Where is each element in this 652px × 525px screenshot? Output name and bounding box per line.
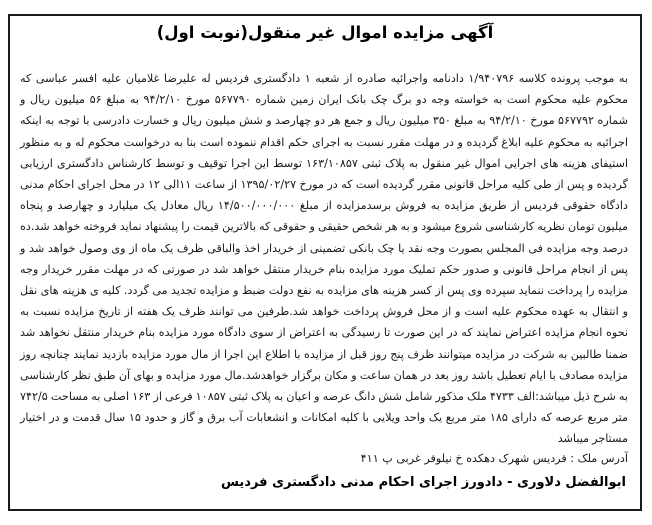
signature: ابوالفضل دلاوری - دادورز اجرای احکام مدنی دادگستری فردیس xyxy=(221,475,626,490)
property-address: آدرس ملک : فردیس شهرک دهکده خ نیلوفر غربی پ ۴۱۱ xyxy=(360,452,628,465)
notice-title: آگهی مزایده اموال غیر منقول(نوبت اول) xyxy=(156,23,494,42)
notice-body: به موجب پرونده کلاسه ۱/۹۴۰۷۹۶ دادنامه واجرائیه صادره از شعبه ۱ دادگستری فردیس له علیرضا غلامیان علیه افسر عباسی که محکوم علیه محکوم است به خواسته وجه دو برگ چک بانک ایران زمین شماره ۵۶۷۷۹۰ مورخ ۹۴/۲/۱۰ به مبلغ ۵۶ میلیون ریال و شماره ۵۶۷۷۹۲ مورخ ۹۴/۲/۱۰ به مبلغ ۳۵۰ میلیون ریال و جمع هر دو چهارصد و شش میلیون ریال و خسارت دادرسی با توجه به اینکه اجرائیه به محکوم علیه ابلاغ گردیده و در مهلت مقرر نسبت به اجرای حکم اقدام ننموده است بنا به درخواست محکوم له و به منظور استیفای هزینه های اجرایی اموال غیر منقول به پلاک ثبتی ۱۶۳/۱۰۸۵۷ توسط این اجرا توقیف و توسط کارشناس دادگستری ارزیابی گردیده و پس از طی کلیه مراحل قانونی مقرر گردیده است که در مورخ ۱۳۹۵/۰۲/۲۷ از ساعت ۱۱الی ۱۲ در محل اجرای احکام مدنی دادگاه حقوقی فردیس از طریق مزایده به فروش برسدمزایده از مبلغ ۱۴/۵۰۰/۰۰۰/۰۰۰ ریال معادل یک میلیارد و چهارصد و پنجاه میلیون تومان نظریه کارشناسی شروع میشود و به هر شخص حقیقی و حقوقی که بالاترین قیمت را پیشنهاد نماید فروخته خواهد شد.ده درصد وجه مزایده فی المجلس بصورت وجه نقد یا چک بانکی تضمینی از خریدار اخذ والباقی ظرف یک ماه از وی وصول خواهد شد و پس از انجام مراحل قانونی و صدور حکم تملیک مورد مزایده بنام خریدار منتقل خواهد شد در صورتی که در مهلت مقرر خریدار وجه مزایده را پرداخت ننماید سپرده وی پس از کسر هزینه های مزایده به نفع دولت ضبط و مزایده تجدید می گردد. کلیه ی هزینه های نقل و انتقال به عهده محکوم علیه است و از محل فروش پرداخت خواهد شد.طرفین می توانند ظرف یک هفته از تاریخ مزایده نسبت به نحوه انجام مزایده اعتراض نمایند که در این صورت تا رسیدگی به اعتراض از سوی دادگاه مورد مزایده بنام خریدار منتقل نخواهد شد ضمنا طالبین به شرکت در مزایده میتوانند ظرف پنج روز قبل از مزایده با اطلاع این اجرا از مال مورد مزایده بازدید نمایند چنانچه روز مزایده مصادف با ایام تعطیل باشد روز بعد در همان ساعت و مکان برگزار خواهدشد.مال مورد مزایده و بهای آن طبق نظر کارشناسی به شرح ذیل میباشد:الف ۴۷۳۳ ملک مذکور شامل شش دانگ عرصه و اعیان به پلاک ثبتی ۱۰۸۵۷ فرعی از ۱۶۳ اصلی به مساحت ۷۴۲/۵ متر مربع عرصه که دارای ۱۸۵ متر مربع یک واحد ویلایی با کلیه امکانات و انشعابات آب برق و گاز و حدود ۱۵ سال قدمت و در اختیار مستاجر میباشد xyxy=(20,72,629,446)
notice-frame xyxy=(8,14,642,511)
